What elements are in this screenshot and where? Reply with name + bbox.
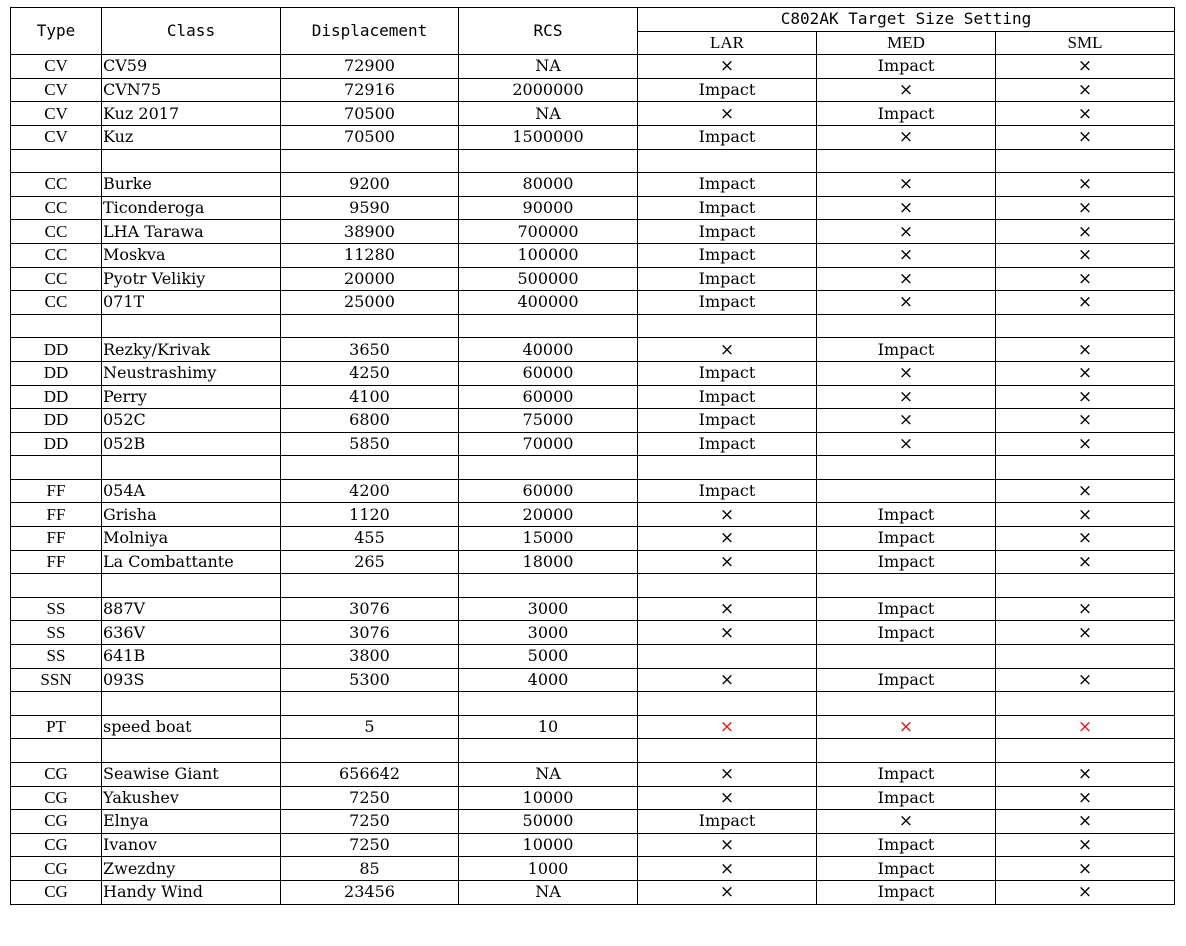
- cell-lar: Impact: [638, 220, 817, 244]
- cell-sml: ×: [996, 597, 1175, 621]
- cell-rcs: 3000: [459, 597, 638, 621]
- cell-sml: ×: [996, 173, 1175, 197]
- cell-med: ×: [817, 810, 996, 834]
- separator-row: [11, 456, 1175, 480]
- cell-med: Impact: [817, 880, 996, 904]
- empty-cell: [459, 149, 638, 173]
- cell-rcs: 1500000: [459, 125, 638, 149]
- cell-class: 052B: [102, 432, 281, 456]
- cell-med: Impact: [817, 597, 996, 621]
- cell-med: ×: [817, 243, 996, 267]
- target-size-table: [10, 7, 1175, 905]
- empty-cell: [817, 314, 996, 338]
- cell-displacement: 38900: [281, 220, 459, 244]
- empty-cell: [102, 692, 281, 716]
- cell-lar: Impact: [638, 196, 817, 220]
- cell-med: [817, 479, 996, 503]
- table-row: [11, 668, 1175, 692]
- cell-rcs: NA: [459, 55, 638, 79]
- cell-med: ×: [817, 291, 996, 315]
- cell-rcs: 50000: [459, 810, 638, 834]
- empty-cell: [281, 739, 459, 763]
- table-row: [11, 125, 1175, 149]
- cell-rcs: 60000: [459, 479, 638, 503]
- cell-med: Impact: [817, 503, 996, 527]
- empty-cell: [817, 149, 996, 173]
- table-row: [11, 786, 1175, 810]
- empty-cell: [817, 692, 996, 716]
- table-row: [11, 527, 1175, 551]
- cell-class: CV59: [102, 55, 281, 79]
- cell-sml: ×: [996, 833, 1175, 857]
- empty-cell: [638, 456, 817, 480]
- table-row: [11, 243, 1175, 267]
- cell-displacement: 72900: [281, 55, 459, 79]
- cell-class: 636V: [102, 621, 281, 645]
- cell-med: Impact: [817, 668, 996, 692]
- empty-cell: [281, 456, 459, 480]
- cell-displacement: 70500: [281, 102, 459, 126]
- cell-sml: ×: [996, 786, 1175, 810]
- cell-displacement: 5300: [281, 668, 459, 692]
- cell-rcs: 400000: [459, 291, 638, 315]
- empty-cell: [638, 692, 817, 716]
- cell-type: CV: [11, 102, 102, 126]
- empty-cell: [996, 314, 1175, 338]
- empty-cell: [11, 456, 102, 480]
- cell-class: 641B: [102, 645, 281, 669]
- cell-lar: Impact: [638, 810, 817, 834]
- cell-class: Neustrashimy: [102, 361, 281, 385]
- cell-med: ×: [817, 220, 996, 244]
- empty-cell: [459, 314, 638, 338]
- cell-rcs: NA: [459, 880, 638, 904]
- table-row: [11, 220, 1175, 244]
- cell-class: 887V: [102, 597, 281, 621]
- cell-sml: ×: [996, 810, 1175, 834]
- cell-lar: ×: [638, 503, 817, 527]
- cell-rcs: NA: [459, 102, 638, 126]
- cell-displacement: 5: [281, 715, 459, 739]
- table-row: [11, 550, 1175, 574]
- table-row: [11, 503, 1175, 527]
- cell-class: Seawise Giant: [102, 763, 281, 787]
- cell-sml: ×: [996, 196, 1175, 220]
- cell-rcs: 90000: [459, 196, 638, 220]
- empty-cell: [102, 574, 281, 598]
- table-row: [11, 291, 1175, 315]
- cell-class: Grisha: [102, 503, 281, 527]
- cell-sml: ×: [996, 550, 1175, 574]
- table-row: [11, 361, 1175, 385]
- cell-lar: ×: [638, 668, 817, 692]
- header-type: Type: [11, 8, 102, 55]
- cell-rcs: 500000: [459, 267, 638, 291]
- empty-cell: [281, 314, 459, 338]
- cell-type: SSN: [11, 668, 102, 692]
- empty-cell: [817, 456, 996, 480]
- cell-class: 054A: [102, 479, 281, 503]
- cell-type: DD: [11, 432, 102, 456]
- header-sml: SML: [996, 31, 1175, 55]
- cell-sml: ×: [996, 503, 1175, 527]
- cell-class: Rezky/Krivak: [102, 338, 281, 362]
- cell-type: CV: [11, 78, 102, 102]
- cell-class: Kuz 2017: [102, 102, 281, 126]
- cell-type: CG: [11, 810, 102, 834]
- cell-lar: Impact: [638, 409, 817, 433]
- table-row: [11, 385, 1175, 409]
- separator-row: [11, 692, 1175, 716]
- empty-cell: [281, 692, 459, 716]
- cell-sml: ×: [996, 385, 1175, 409]
- cell-lar: Impact: [638, 125, 817, 149]
- cell-displacement: 3076: [281, 621, 459, 645]
- cell-rcs: 60000: [459, 361, 638, 385]
- cell-displacement: 455: [281, 527, 459, 551]
- empty-cell: [11, 574, 102, 598]
- cell-displacement: 7250: [281, 786, 459, 810]
- cell-med: ×: [817, 385, 996, 409]
- cell-lar: Impact: [638, 479, 817, 503]
- cell-type: CG: [11, 763, 102, 787]
- table-row: [11, 880, 1175, 904]
- table-row: [11, 833, 1175, 857]
- empty-cell: [11, 149, 102, 173]
- table-row: [11, 409, 1175, 433]
- cell-type: FF: [11, 479, 102, 503]
- cell-displacement: 1120: [281, 503, 459, 527]
- cell-displacement: 3650: [281, 338, 459, 362]
- cell-rcs: 700000: [459, 220, 638, 244]
- empty-cell: [996, 739, 1175, 763]
- header-displacement: Displacement: [281, 8, 459, 55]
- cell-med: Impact: [817, 833, 996, 857]
- cell-type: DD: [11, 338, 102, 362]
- empty-cell: [817, 739, 996, 763]
- cell-displacement: 4200: [281, 479, 459, 503]
- cell-displacement: 4250: [281, 361, 459, 385]
- cell-sml: ×: [996, 668, 1175, 692]
- table-row: [11, 645, 1175, 669]
- header-med: MED: [817, 31, 996, 55]
- cell-type: CV: [11, 125, 102, 149]
- separator-row: [11, 739, 1175, 763]
- cell-class: CVN75: [102, 78, 281, 102]
- table-body: [11, 55, 1175, 904]
- cell-lar: ×: [638, 880, 817, 904]
- cell-med: Impact: [817, 621, 996, 645]
- cell-lar: Impact: [638, 385, 817, 409]
- cell-class: LHA Tarawa: [102, 220, 281, 244]
- cell-med: Impact: [817, 102, 996, 126]
- empty-cell: [638, 149, 817, 173]
- empty-cell: [459, 692, 638, 716]
- cell-type: CC: [11, 196, 102, 220]
- cell-sml: [996, 645, 1175, 669]
- cell-displacement: 656642: [281, 763, 459, 787]
- cell-rcs: 4000: [459, 668, 638, 692]
- cell-lar: Impact: [638, 78, 817, 102]
- cell-sml: ×: [996, 338, 1175, 362]
- cell-rcs: 40000: [459, 338, 638, 362]
- cell-rcs: 100000: [459, 243, 638, 267]
- cell-type: SS: [11, 597, 102, 621]
- separator-row: [11, 314, 1175, 338]
- cell-type: CV: [11, 55, 102, 79]
- cell-displacement: 72916: [281, 78, 459, 102]
- header-rcs: RCS: [459, 8, 638, 55]
- table-row: [11, 715, 1175, 739]
- table-row: [11, 78, 1175, 102]
- empty-cell: [996, 149, 1175, 173]
- cell-med: Impact: [817, 857, 996, 881]
- cell-class: Molniya: [102, 527, 281, 551]
- cell-type: PT: [11, 715, 102, 739]
- cell-displacement: 70500: [281, 125, 459, 149]
- cell-lar: ×: [638, 833, 817, 857]
- cell-sml: ×: [996, 361, 1175, 385]
- table-row: [11, 857, 1175, 881]
- cell-type: CC: [11, 173, 102, 197]
- cell-displacement: 7250: [281, 810, 459, 834]
- cell-type: SS: [11, 621, 102, 645]
- cell-class: Yakushev: [102, 786, 281, 810]
- empty-cell: [11, 692, 102, 716]
- cell-displacement: 265: [281, 550, 459, 574]
- cell-class: Elnya: [102, 810, 281, 834]
- cell-type: CG: [11, 786, 102, 810]
- cell-lar: ×: [638, 102, 817, 126]
- table-row: [11, 338, 1175, 362]
- cell-lar: ×: [638, 715, 817, 739]
- cell-rcs: NA: [459, 763, 638, 787]
- empty-cell: [11, 314, 102, 338]
- separator-row: [11, 149, 1175, 173]
- empty-cell: [102, 314, 281, 338]
- cell-class: 093S: [102, 668, 281, 692]
- cell-med: Impact: [817, 338, 996, 362]
- cell-rcs: 75000: [459, 409, 638, 433]
- cell-med: ×: [817, 361, 996, 385]
- cell-type: CC: [11, 291, 102, 315]
- header-lar: LAR: [638, 31, 817, 55]
- cell-med: ×: [817, 267, 996, 291]
- cell-type: DD: [11, 409, 102, 433]
- cell-rcs: 5000: [459, 645, 638, 669]
- table-row: [11, 621, 1175, 645]
- cell-class: Moskva: [102, 243, 281, 267]
- cell-class: Perry: [102, 385, 281, 409]
- cell-lar: Impact: [638, 291, 817, 315]
- cell-lar: ×: [638, 621, 817, 645]
- header-target-size-setting: C802AK Target Size Setting: [638, 8, 1175, 32]
- cell-displacement: 85: [281, 857, 459, 881]
- empty-cell: [996, 456, 1175, 480]
- table-row: [11, 763, 1175, 787]
- cell-displacement: 9200: [281, 173, 459, 197]
- cell-class: Ticonderoga: [102, 196, 281, 220]
- cell-displacement: 20000: [281, 267, 459, 291]
- header-class: Class: [102, 8, 281, 55]
- cell-lar: ×: [638, 550, 817, 574]
- cell-med: ×: [817, 173, 996, 197]
- cell-type: SS: [11, 645, 102, 669]
- cell-lar: ×: [638, 763, 817, 787]
- cell-med: [817, 645, 996, 669]
- cell-lar: ×: [638, 597, 817, 621]
- cell-sml: ×: [996, 243, 1175, 267]
- table-row: [11, 810, 1175, 834]
- cell-class: Burke: [102, 173, 281, 197]
- cell-displacement: 9590: [281, 196, 459, 220]
- cell-type: CC: [11, 243, 102, 267]
- cell-class: Handy Wind: [102, 880, 281, 904]
- cell-med: ×: [817, 409, 996, 433]
- cell-sml: ×: [996, 880, 1175, 904]
- cell-type: FF: [11, 550, 102, 574]
- cell-sml: ×: [996, 621, 1175, 645]
- cell-displacement: 4100: [281, 385, 459, 409]
- cell-sml: ×: [996, 763, 1175, 787]
- empty-cell: [459, 739, 638, 763]
- cell-sml: ×: [996, 55, 1175, 79]
- table-row: [11, 267, 1175, 291]
- cell-sml: ×: [996, 432, 1175, 456]
- cell-sml: ×: [996, 479, 1175, 503]
- cell-rcs: 15000: [459, 527, 638, 551]
- empty-cell: [281, 574, 459, 598]
- cell-type: DD: [11, 385, 102, 409]
- cell-sml: ×: [996, 267, 1175, 291]
- cell-class: 052C: [102, 409, 281, 433]
- cell-rcs: 1000: [459, 857, 638, 881]
- cell-rcs: 2000000: [459, 78, 638, 102]
- cell-lar: Impact: [638, 267, 817, 291]
- empty-cell: [996, 574, 1175, 598]
- cell-lar: Impact: [638, 432, 817, 456]
- cell-rcs: 10000: [459, 833, 638, 857]
- empty-cell: [102, 739, 281, 763]
- cell-rcs: 10000: [459, 786, 638, 810]
- cell-lar: ×: [638, 338, 817, 362]
- cell-med: Impact: [817, 527, 996, 551]
- cell-sml: ×: [996, 291, 1175, 315]
- cell-type: CG: [11, 833, 102, 857]
- cell-med: Impact: [817, 550, 996, 574]
- table-row: [11, 432, 1175, 456]
- cell-type: CC: [11, 267, 102, 291]
- cell-class: speed boat: [102, 715, 281, 739]
- cell-med: ×: [817, 432, 996, 456]
- cell-type: CG: [11, 857, 102, 881]
- cell-lar: ×: [638, 786, 817, 810]
- cell-med: ×: [817, 125, 996, 149]
- cell-displacement: 5850: [281, 432, 459, 456]
- empty-cell: [638, 574, 817, 598]
- cell-class: Zwezdny: [102, 857, 281, 881]
- cell-class: 071T: [102, 291, 281, 315]
- cell-type: FF: [11, 527, 102, 551]
- cell-class: La Combattante: [102, 550, 281, 574]
- empty-cell: [102, 456, 281, 480]
- cell-class: Ivanov: [102, 833, 281, 857]
- cell-lar: Impact: [638, 243, 817, 267]
- cell-displacement: 23456: [281, 880, 459, 904]
- cell-type: CG: [11, 880, 102, 904]
- empty-cell: [459, 574, 638, 598]
- cell-rcs: 70000: [459, 432, 638, 456]
- empty-cell: [817, 574, 996, 598]
- separator-row: [11, 574, 1175, 598]
- cell-rcs: 10: [459, 715, 638, 739]
- cell-displacement: 7250: [281, 833, 459, 857]
- table-row: [11, 597, 1175, 621]
- cell-med: Impact: [817, 786, 996, 810]
- empty-cell: [638, 314, 817, 338]
- table-row: [11, 55, 1175, 79]
- cell-lar: [638, 645, 817, 669]
- cell-lar: Impact: [638, 361, 817, 385]
- cell-displacement: 11280: [281, 243, 459, 267]
- cell-class: Pyotr Velikiy: [102, 267, 281, 291]
- cell-sml: ×: [996, 527, 1175, 551]
- cell-med: ×: [817, 715, 996, 739]
- cell-rcs: 18000: [459, 550, 638, 574]
- cell-sml: ×: [996, 409, 1175, 433]
- empty-cell: [102, 149, 281, 173]
- empty-cell: [281, 149, 459, 173]
- empty-cell: [638, 739, 817, 763]
- cell-class: Kuz: [102, 125, 281, 149]
- cell-lar: ×: [638, 55, 817, 79]
- cell-displacement: 3076: [281, 597, 459, 621]
- cell-lar: ×: [638, 527, 817, 551]
- table-row: [11, 196, 1175, 220]
- cell-med: Impact: [817, 55, 996, 79]
- cell-med: ×: [817, 196, 996, 220]
- table-row: [11, 102, 1175, 126]
- cell-sml: ×: [996, 715, 1175, 739]
- cell-rcs: 20000: [459, 503, 638, 527]
- cell-sml: ×: [996, 220, 1175, 244]
- cell-sml: ×: [996, 857, 1175, 881]
- cell-sml: ×: [996, 125, 1175, 149]
- header-row: [11, 8, 1175, 32]
- cell-med: ×: [817, 78, 996, 102]
- cell-rcs: 3000: [459, 621, 638, 645]
- cell-lar: Impact: [638, 173, 817, 197]
- cell-type: CC: [11, 220, 102, 244]
- cell-type: FF: [11, 503, 102, 527]
- cell-sml: ×: [996, 102, 1175, 126]
- table-row: [11, 173, 1175, 197]
- empty-cell: [11, 739, 102, 763]
- cell-lar: ×: [638, 857, 817, 881]
- table-row: [11, 479, 1175, 503]
- cell-sml: ×: [996, 78, 1175, 102]
- empty-cell: [459, 456, 638, 480]
- cell-med: Impact: [817, 763, 996, 787]
- cell-rcs: 60000: [459, 385, 638, 409]
- cell-rcs: 80000: [459, 173, 638, 197]
- cell-displacement: 6800: [281, 409, 459, 433]
- cell-displacement: 3800: [281, 645, 459, 669]
- empty-cell: [996, 692, 1175, 716]
- cell-type: DD: [11, 361, 102, 385]
- cell-displacement: 25000: [281, 291, 459, 315]
